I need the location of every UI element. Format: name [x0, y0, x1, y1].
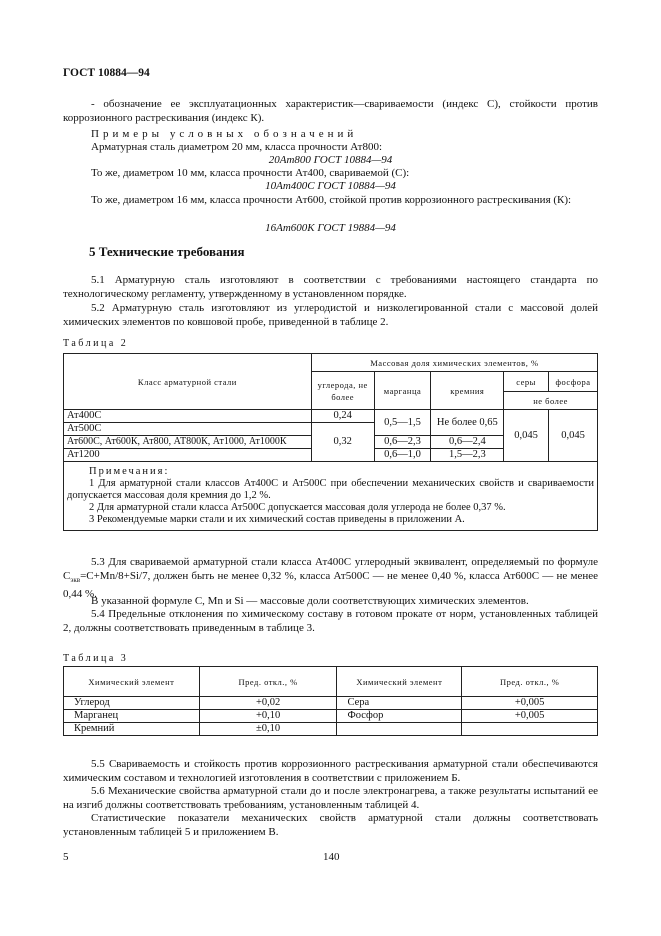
col-carbon-header: углерода, не более: [311, 372, 374, 410]
t3-manganese-value: +0,10: [199, 710, 337, 723]
notes-title: Примечания:: [89, 466, 170, 477]
t3-silicon: Кремний: [64, 723, 200, 736]
paragraph-5-3-formula-note: В указанной формуле С, Mn и Si — массовые доли соответствующих химических элементов.: [91, 595, 529, 607]
note-3: 3 Рекомендуемые марки стали и их химический состав приведены в приложении А.: [89, 514, 465, 525]
example-1-text: Арматурная сталь диаметром 20 мм, класса прочности Ат800:: [91, 141, 383, 153]
paragraph-5-6: 5.6 Механические свойства арматурной стали до и после электронагрева, а также результаты испытаний ее на изгиб должны соответствовать требованиям, установленным таблицей 4.: [63, 785, 598, 811]
p53-subscript: экв: [70, 576, 81, 585]
t3-sulfur-value: +0,005: [462, 697, 598, 710]
t3-left-dev-header: Пред. откл., %: [199, 667, 337, 697]
t3-right-dev-header: Пред. откл., %: [462, 667, 598, 697]
row-class-4: Ат1200: [64, 449, 312, 462]
not-more-header: не более: [504, 392, 598, 410]
example-3-text: То же, диаметром 16 мм, класса прочности Ат600, стойкой против коррозионного растрескивания (К):: [91, 194, 572, 206]
col-mn-header: марганца: [374, 372, 431, 410]
si-row-4: 1,5—2,3: [431, 449, 504, 462]
mn-row-1: 0,5—1,5: [374, 410, 431, 436]
designation-paragraph: - обозначение ее эксплуатационных характеристик—свариваемости (индекс С), стойкости против коррозионного растрескивания (индекс К).: [63, 98, 598, 124]
row-class-1: Ат400С: [64, 410, 312, 423]
examples-title: Примеры условных обозначений: [91, 128, 358, 140]
t3-manganese: Марганец: [64, 710, 200, 723]
si-row-3: 0,6—2,4: [431, 436, 504, 449]
row-class-3: Ат600С, Ат600К, Ат800, АТ800К, Ат1000, Ат1000К: [64, 436, 312, 449]
note-1: 1 Для арматурной стали классов Ат400С и Ат500С при обеспечении механических свойств и свариваемости допускается массовая доля кремния до 1,2 %.: [67, 478, 594, 501]
table-3: [63, 666, 598, 736]
col-p-header: фосфора: [549, 372, 598, 392]
table-2-caption: Таблица 2: [63, 338, 129, 349]
t3-sulfur: Сера: [337, 697, 462, 710]
paragraph-5-2: 5.2 Арматурную сталь изготовляют из углеродистой и низколегированной стали с массовой долей химических элементов по ковшовой пробе, приведенной в таблице 2.: [63, 302, 598, 328]
t3-carbon: Углерод: [64, 697, 200, 710]
table-2: [63, 353, 598, 531]
paragraph-5-1: 5.1 Арматурную сталь изготовляют в соответствии с требованиями настоящего стандарта по технологическому регламенту, утвержденному в установленном порядке.: [63, 274, 598, 300]
group-header: Массовая доля химических элементов, %: [311, 354, 597, 372]
paragraph-5-5: 5.5 Свариваемость и стойкость против коррозионного растрескивания арматурной стали обеспечиваются химическим составом и технологией изготовления в соответствии с приложением Б.: [63, 758, 598, 784]
mn-row-3: 0,6—2,3: [374, 436, 431, 449]
carbon-024: 0,24: [311, 410, 374, 423]
t3-phosphorus: Фосфор: [337, 710, 462, 723]
carbon-032: 0,32: [311, 423, 374, 462]
t3-right-el-header: Химический элемент: [337, 667, 462, 697]
mn-row-4: 0,6—1,0: [374, 449, 431, 462]
table-3-caption: Таблица 3: [63, 653, 129, 664]
col-s-header: серы: [504, 372, 549, 392]
t3-carbon-value: +0,02: [199, 697, 337, 710]
t3-empty-val: [462, 723, 598, 736]
example-3-code: 16Ат600К ГОСТ 19884—94: [265, 222, 396, 234]
example-2-text: То же, диаметром 10 мм, класса прочности Ат400, свариваемой (С):: [91, 167, 410, 179]
note-2: 2 Для арматурной стали класса Ат500С допускается массовая доля углерода не более 0,37 %.: [89, 502, 506, 513]
example-2-code: 10Ат400С ГОСТ 10884—94: [265, 180, 396, 192]
footer-page-number: 140: [323, 851, 340, 863]
t3-phosphorus-value: +0,005: [462, 710, 598, 723]
example-1-code: 20Ат800 ГОСТ 10884—94: [268, 154, 393, 166]
row-class-2: Ат500С: [64, 423, 312, 436]
paragraph-5-7: Статистические показатели механических свойств арматурной стали должны соответствовать установленным таблицей 5 и приложением В.: [63, 812, 598, 838]
col-class-header: Класс арматурной стали: [64, 354, 312, 410]
table-2-notes: [64, 462, 598, 531]
phosphorus-value: 0,045: [549, 410, 598, 462]
p53-part-b: =С+Mn/8+Si/7, должен быть не менее 0,32 %, класса Ат500С — не менее 0,40 %, класса Ат600С — не менее 0,44 %.: [63, 570, 598, 601]
sulfur-value: 0,045: [504, 410, 549, 462]
t3-silicon-value: ±0,10: [199, 723, 337, 736]
section-title: 5 Технические требования: [89, 244, 245, 259]
footer-section-number: 5: [63, 851, 69, 863]
t3-left-el-header: Химический элемент: [64, 667, 200, 697]
p53-part-a: 5.3 Для свариваемой арматурной стали класса Ат400С углеродный эквивалент, определяемый по формуле С: [63, 556, 598, 582]
paragraph-5-4: 5.4 Предельные отклонения по химическому составу в готовом прокате от норм, установленных таблицей 2, должны соответствовать приведенным в таблице 3.: [63, 608, 598, 634]
col-si-header: кремния: [431, 372, 504, 410]
document-header: ГОСТ 10884—94: [63, 67, 150, 79]
si-row-1: Не более 0,65: [431, 410, 504, 436]
t3-empty-el: [337, 723, 462, 736]
